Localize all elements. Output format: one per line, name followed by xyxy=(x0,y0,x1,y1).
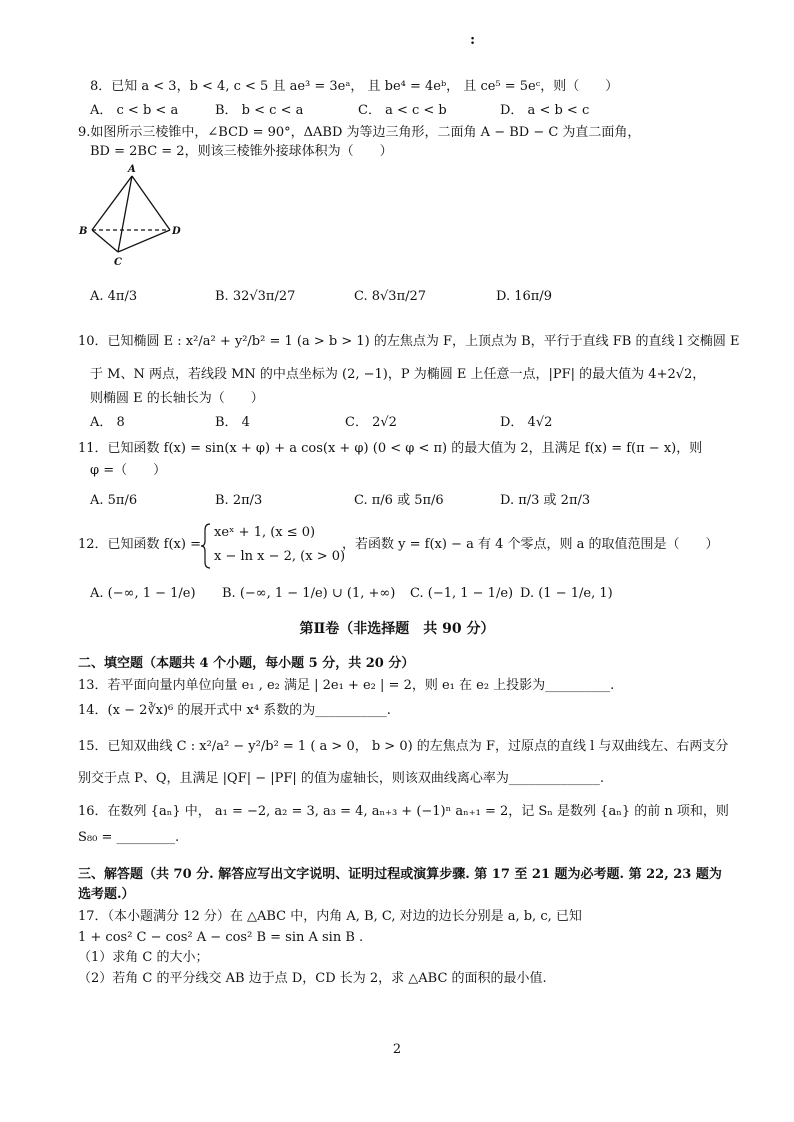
fig-label-c: C xyxy=(114,257,122,268)
q9-stem-line2: BD = 2BC = 2，则该三棱锥外接球体积为（ ） xyxy=(90,144,393,159)
q10-option-c: C． 2√2 xyxy=(345,415,397,430)
q9-option-a: A. 4π/3 xyxy=(90,289,138,304)
q10-stem-line2: 于 M、N 两点，若线段 MN 的中点坐标为 (2, −1)，P 为椭圆 E 上任意一点，|PF| 的最大值为 4+2√2， xyxy=(90,367,706,382)
q12-option-c: C. (−1, 1 − 1/e) xyxy=(410,586,514,601)
q11-option-a: A. 5π/6 xyxy=(90,493,138,508)
q17-stem-line1: 17．（本小题满分 12 分）在 △ABC 中，内角 A, B, C, 对边的边长分别是 a, b, c, 已知 xyxy=(78,909,582,924)
q8-option-d: D． a < b < c xyxy=(500,103,590,118)
q12-option-d: D. (1 − 1/e, 1) xyxy=(520,586,613,601)
q10-stem-line3: 则椭圆 E 的长轴长为（ ） xyxy=(90,391,264,406)
header-mark: : xyxy=(470,32,476,48)
q15-stem-line1: 15．已知双曲线 C : x²/a² − y²/b² = 1 ( a > 0， b > 0) 的左焦点为 F，过原点的直线 l 与双曲线左、右两支分 xyxy=(78,739,729,754)
q9-option-b: B. 32√3π/27 xyxy=(215,289,296,304)
q17-part1: （1）求角 C 的大小； xyxy=(78,950,209,965)
part2-title: 第Ⅱ卷（非选择题 共 90 分） xyxy=(299,621,495,637)
page-number: 2 xyxy=(392,1042,402,1057)
q11-option-b: B. 2π/3 xyxy=(215,493,263,508)
q12-stem-b: ，若函数 y = f(x) − a 有 4 个零点，则 a 的取值范围是（ ） xyxy=(342,537,719,552)
q11-stem-line2: φ =（ ） xyxy=(90,463,167,478)
q9-option-d: D. 16π/9 xyxy=(496,289,552,304)
q12-option-a: A. (−∞, 1 − 1/e) xyxy=(90,586,196,601)
q13-stem: 13．若平面向量内单位向量 e₁ , e₂ 满足 | 2e₁ + e₂ | = 2，则 e₁ 在 e₂ 上投影为__________. xyxy=(78,678,615,693)
fig-label-a: A xyxy=(128,164,136,175)
q9-option-c: C. 8√3π/27 xyxy=(354,289,427,304)
section3-heading-line1: 三、解答题（共 70 分. 解答应写出文字说明、证明过程或演算步骤. 第 17 至 21 题为必考题. 第 22, 23 题为 xyxy=(78,867,722,882)
section2-heading: 二、填空题（本题共 4 个小题，每小题 5 分，共 20 分） xyxy=(78,656,415,671)
fig-label-b: B xyxy=(79,226,88,237)
q12-option-b: B. (−∞, 1 − 1/e) ∪ (1, +∞) xyxy=(222,586,396,601)
q11-option-d: D. π/3 或 2π/3 xyxy=(500,493,591,508)
q15-stem-line2: 别交于点 P、Q，且满足 |QF| − |PF| 的值为虚轴长，则该双曲线离心率为______________. xyxy=(78,771,605,786)
q9-stem-line1: 9.如图所示三棱锥中，∠BCD = 90°，ΔABD 为等边三角形，二面角 A − BD − C 为直二面角， xyxy=(78,125,641,140)
q8-option-c: C． a < c < b xyxy=(358,103,447,118)
q10-option-b: B． 4 xyxy=(215,415,250,430)
q8-stem: 8．已知 a < 3，b < 4, c < 5 且 ae³ = 3eᵃ， 且 be⁴ = 4eᵇ， 且 ce⁵ = 5eᶜ，则（ ） xyxy=(90,79,619,94)
q12-piece-2: x − ln x − 2, (x > 0) xyxy=(214,549,346,564)
q17-stem-line2: 1 + cos² C − cos² A − cos² B = sin A sin B . xyxy=(78,930,364,945)
q8-option-b: B． b < c < a xyxy=(215,103,304,118)
q17-part2: （2）若角 C 的平分线交 AB 边于点 D，CD 长为 2，求 △ABC 的面积的最小值. xyxy=(78,971,547,986)
q11-option-c: C. π/6 或 5π/6 xyxy=(354,493,444,508)
q12-stem-a: 12．已知函数 f(x) = xyxy=(78,537,201,552)
q11-stem-line1: 11．已知函数 f(x) = sin(x + φ) + a cos(x + φ) (0 < φ < π) 的最大值为 2，且满足 f(x) = f(π − x)，则 xyxy=(78,441,703,456)
q8-option-a: A． c < b < a xyxy=(90,103,179,118)
q16-stem-line2: S₈₀ = _________. xyxy=(78,830,180,845)
piecewise-brace xyxy=(200,522,212,570)
section3-heading-line2: 选考题.） xyxy=(78,887,135,902)
q12-piece-1: xeˣ + 1, (x ≤ 0) xyxy=(214,525,316,540)
q10-option-d: D． 4√2 xyxy=(500,415,553,430)
q16-stem-line1: 16．在数列 {aₙ} 中， a₁ = −2, a₂ = 3, a₃ = 4, aₙ₊₃ + (−1)ⁿ aₙ₊₁ = 2，记 Sₙ 是数列 {aₙ} 的前 n 项和，则 xyxy=(78,804,729,819)
fig-label-d: D xyxy=(172,226,181,237)
q10-stem-line1: 10．已知椭圆 E : x²/a² + y²/b² = 1 (a > b > 1) 的左焦点为 F，上顶点为 B，平行于直线 FB 的直线 l 交椭圆 E xyxy=(78,334,740,349)
q14-stem: 14．(x − 2∛x)⁶ 的展开式中 x⁴ 系数的为___________. xyxy=(78,703,391,718)
q10-option-a: A． 8 xyxy=(90,415,125,430)
tetrahedron-figure xyxy=(78,162,190,268)
